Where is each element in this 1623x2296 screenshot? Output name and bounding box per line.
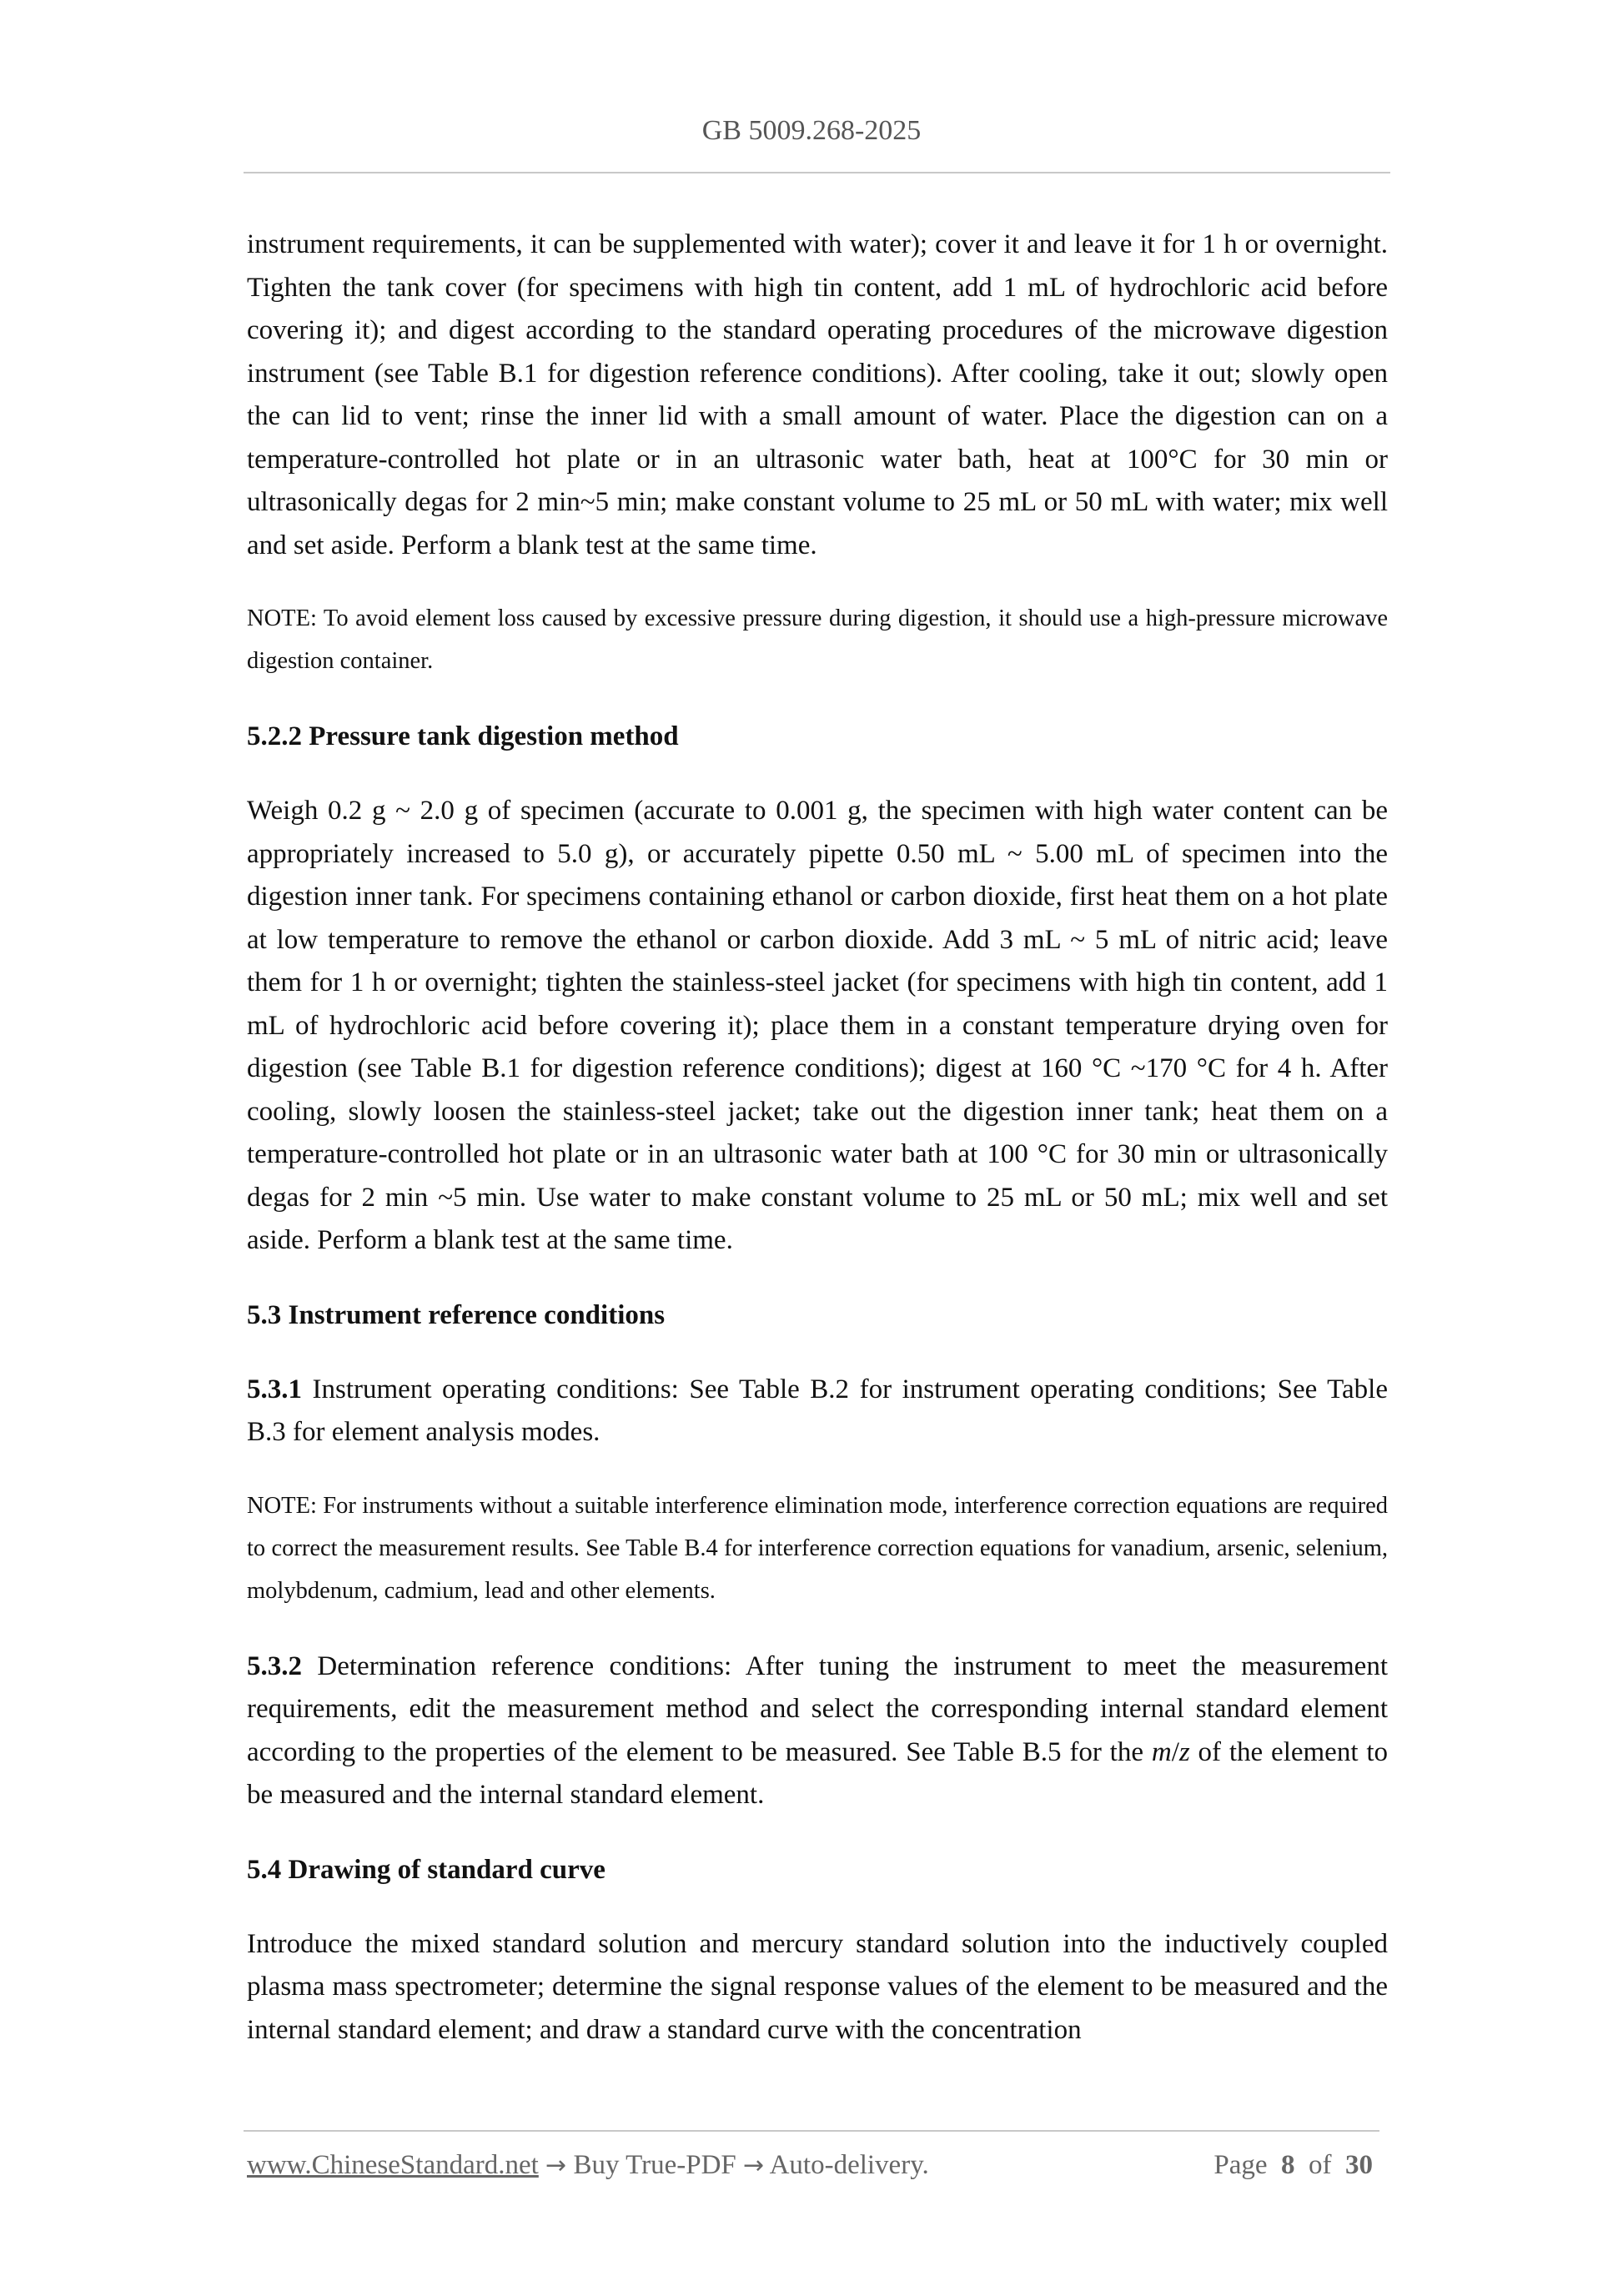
site-link[interactable]: www.ChineseStandard.net (247, 2150, 539, 2180)
page-of: of (1309, 2150, 1332, 2180)
paragraph-standard-curve: Introduce the mixed standard solution and mercury standard solution into the inductively coupled plasma mass spectrometer; determine the signal response values of the element to be measured and the internal standard element; and draw a standard curve with the concentration (247, 1928, 1388, 2045)
auto-delivery-text: Auto-delivery. (764, 2150, 929, 2180)
clause-text-5-3-1: Instrument operating conditions: See Table B.2 for instrument operating conditions; See Table B.3 for element analysis modes. (247, 1374, 1388, 1447)
paragraph-5-3-1 (247, 1369, 1388, 1454)
clause-text-5-3-2-a: Determination reference conditions: After tuning the instrument to meet the measurement requirements, edit the measurement method and select the corresponding internal standard element according to the properties of the element to be measured. See Table B.5 for the (247, 1650, 1388, 1767)
note-high-pressure-container: NOTE: To avoid element loss caused by excessive pressure during digestion, it should use a high-pressure microwave digestion container. (247, 605, 1388, 674)
heading-5-3: 5.3 Instrument reference conditions (247, 1299, 666, 1330)
heading-5-2-2: 5.2.2 Pressure tank digestion method (247, 721, 679, 751)
clause-number-5-3-1: 5.3.1 (247, 1374, 302, 1404)
footer-promo (247, 2150, 929, 2181)
arrow-right-icon: → (545, 2151, 567, 2180)
clause-number-5-3-2: 5.3.2 (247, 1650, 302, 1681)
page-total: 30 (1345, 2150, 1373, 2180)
paragraph-pressure-tank: Weigh 0.2 g ~ 2.0 g of specimen (accurate to 0.001 g, the specimen with high water content can be appropriately increased to 5.0 g), or accurately pipette 0.50 mL ~ 5.00 mL of specimen into the digestion inner tank. For specimens containing ethanol or carbon dioxide, first heat them on a hot plate at low temperature to remove the ethanol or carbon dioxide. Add 3 mL ~ 5 mL of nitric acid; leave them for 1 h or overnight; tighten the stainless-steel jacket (for specimens with high tin content, add 1 mL of hydrochloric acid before covering it); place them in a constant temperature drying oven for digestion (see Table B.1 for digestion reference conditions); digest at 160 °C ~170 °C for 4 h. After cooling, slowly loosen the stainless-steel jacket; take out the digestion inner tank; heat them on a temperature-controlled hot plate or in an ultrasonic water bath at 100 °C for 30 min or ultrasonically degas for 2 min ~5 min. Use water to make constant volume to 25 mL or 50 mL; mix well and set aside. Perform a blank test at the same time. (247, 796, 1388, 1255)
page-word: Page (1213, 2150, 1268, 2180)
paragraph-microwave-continued: instrument requirements, it can be supplemented with water); cover it and leave it for 1 h or overnight. Tighten the tank cover (for specimens with high tin content, add 1 mL of hydrochloric acid before covering it); and digest according to the standard operating procedures of the microwave digestion instrument (see Table B.1 for digestion reference conditions). After cooling, take it out; slowly open the can lid to vent; rinse the inner lid with a small amount of water. Place the digestion can on a temperature-controlled hot plate or in an ultrasonic water bath, heat at 100°C for 30 min or ultrasonically degas for 2 min~5 min; make constant volume to 25 mL or 50 mL with water; mix well and set aside. Perform a blank test at the same time. (247, 229, 1388, 560)
arrow-right-icon: → (743, 2151, 765, 2180)
buy-true-pdf-text: Buy True-PDF (566, 2150, 744, 2180)
note-interference-correction: NOTE: For instruments without a suitable interference elimination mode, interference correction equations are required to correct the measurement results. See Table B.4 for interference correction equations for vanadium, arsenic, selenium, molybdenum, cadmium, lead and other elements. (247, 1492, 1388, 1604)
paragraph-5-3-2 (247, 1645, 1388, 1817)
page-current: 8 (1281, 2150, 1295, 2180)
heading-5-4: 5.4 Drawing of standard curve (247, 1854, 605, 1885)
charge-symbol-z: z (1178, 1736, 1190, 1767)
page-number (1213, 2150, 1373, 2181)
mass-symbol-m: m (1151, 1736, 1172, 1767)
footer-divider (244, 2130, 1379, 2132)
ratio-slash: / (1171, 1736, 1179, 1767)
clause-text-5-3-2-b: of the element to be measured and the internal standard element. (247, 1736, 1389, 1810)
standard-code-header: GB 5009.268-2025 (701, 115, 922, 146)
header-divider (244, 172, 1390, 173)
document-body (247, 224, 1388, 2052)
